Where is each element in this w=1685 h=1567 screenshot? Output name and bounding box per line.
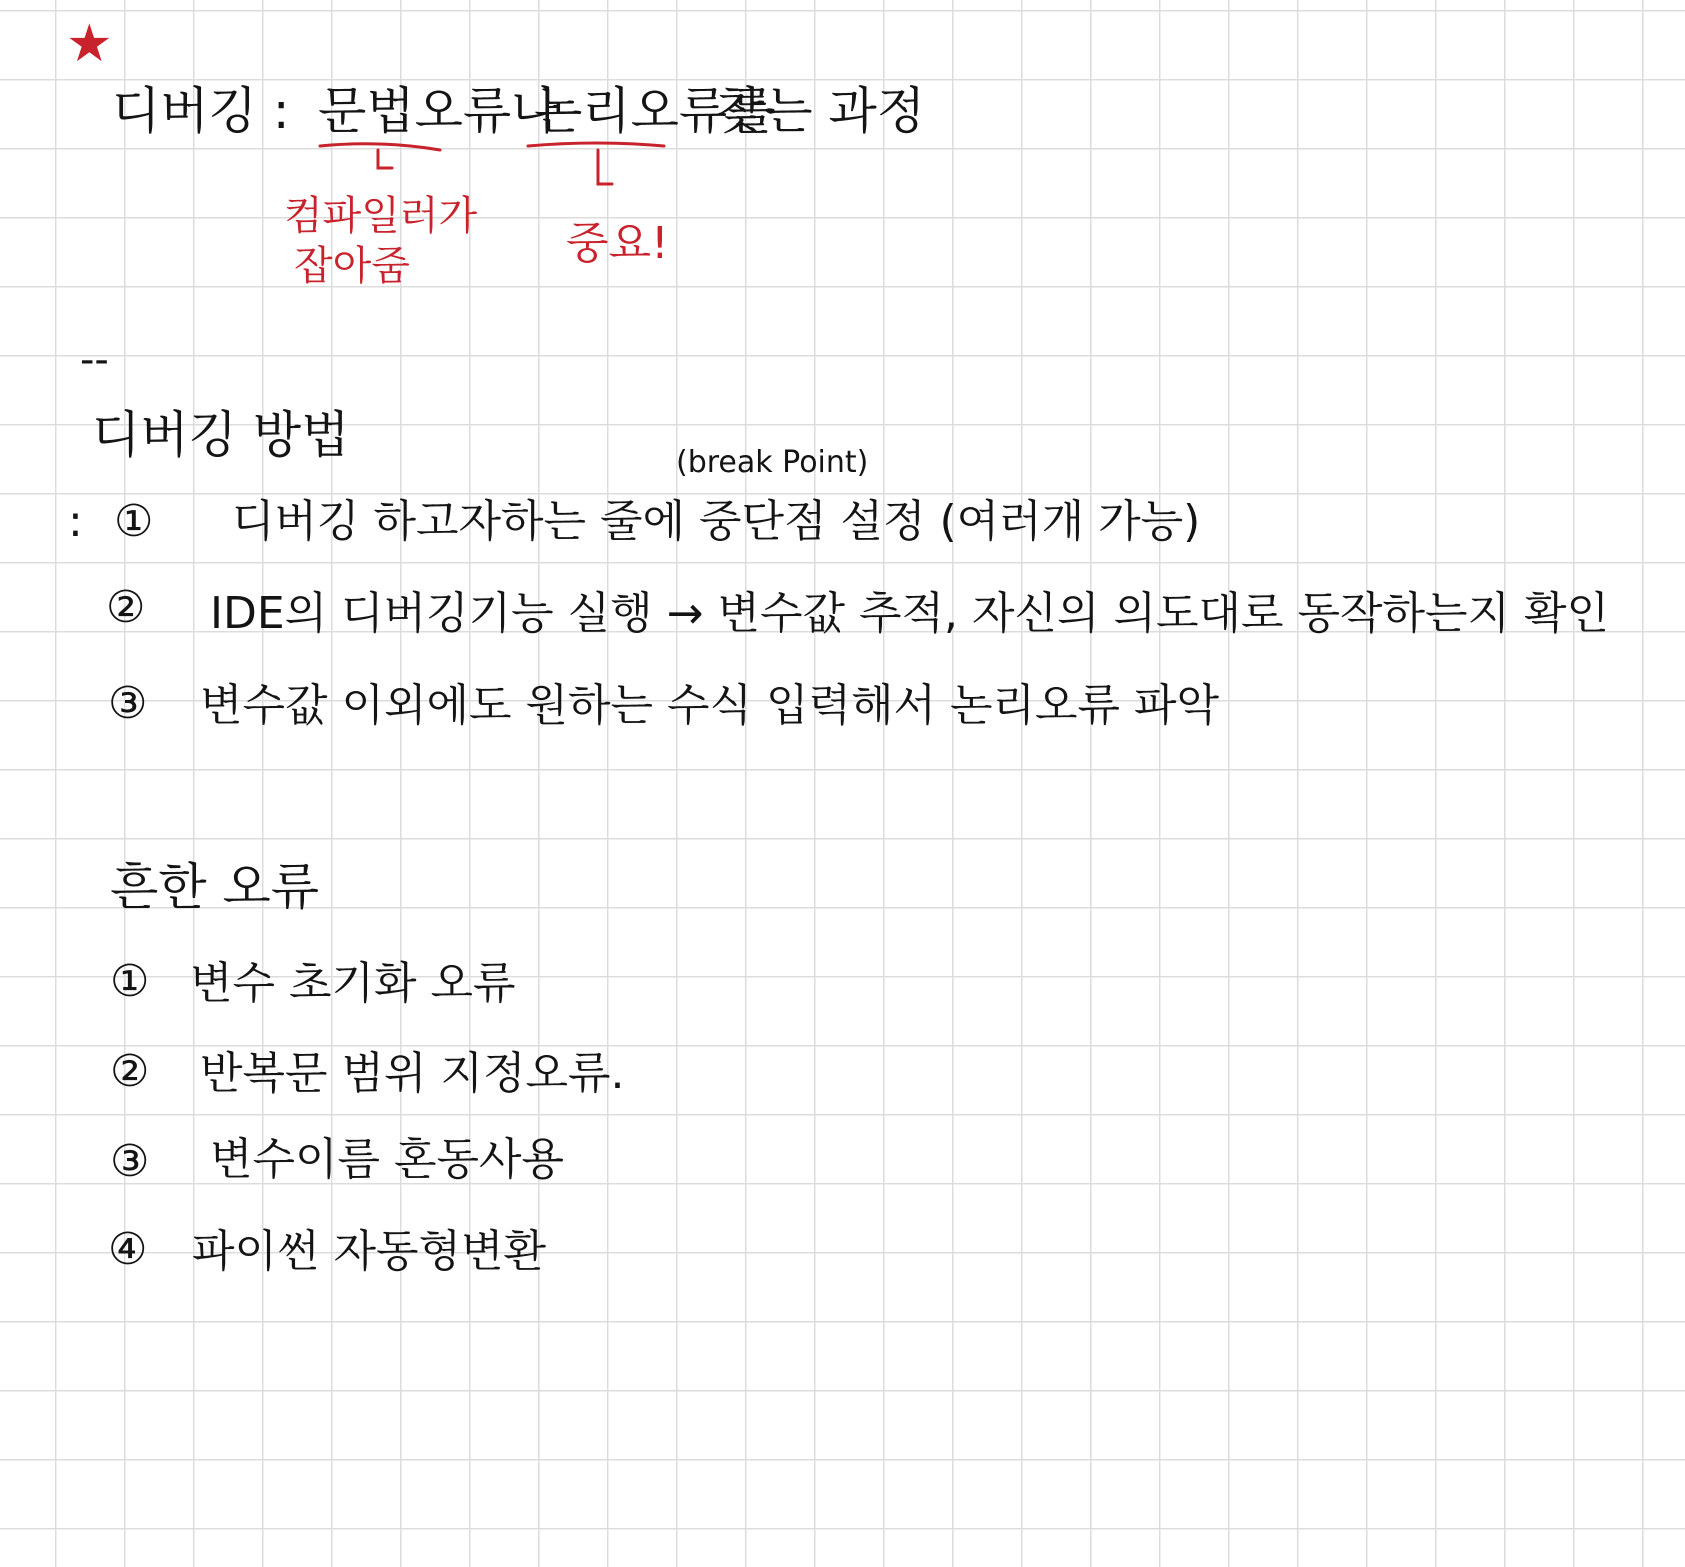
debugging-term: 디버깅 :: [112, 82, 290, 140]
error-2-num: ②: [110, 1046, 150, 1097]
method-3-text: 변수값 이외에도 원하는 수식 입력해서 논리오류 파악: [200, 680, 1220, 731]
methods-title: 디버깅 방법: [92, 406, 350, 464]
logic-bracket: [528, 143, 664, 146]
method-2-num: ②: [106, 582, 146, 633]
method-2-text: IDE의 디버깅기능 실행 → 변수값 추적, 자신의 의도대로 동작하는지 확인: [210, 588, 1609, 639]
error-1-num: ①: [110, 956, 150, 1007]
method-3-num: ③: [108, 678, 148, 729]
logic-note: 중요!: [566, 218, 669, 269]
error-3-text: 변수이름 혼동사용: [210, 1134, 565, 1185]
syntax-note-line2: 잡아줌: [294, 243, 410, 289]
method-1-text: 디버깅 하고자하는 줄에 중단점 설정 (여러개 가능): [232, 496, 1201, 547]
logic-arrow: [598, 150, 612, 184]
star-icon: ★: [66, 14, 113, 74]
syntax-bracket: [320, 144, 440, 150]
break-point-note: (break Point): [676, 445, 869, 480]
methods-colon: :: [68, 496, 83, 547]
method-1-num: ①: [114, 496, 154, 547]
syntax-note-line1: 컴파일러가: [284, 193, 478, 239]
error-3-num: ③: [110, 1136, 150, 1187]
definition-rest: 찾는 과정: [716, 82, 926, 140]
divider-mark: --: [80, 337, 109, 383]
syntax-arrow: [378, 150, 392, 168]
logic-error-word: 논리오류를: [534, 82, 776, 140]
error-4-num: ④: [108, 1224, 148, 1275]
common-errors-title: 흔한 오류: [110, 858, 320, 916]
error-4-text: 파이썬 자동형변환: [192, 1226, 547, 1277]
syntax-error-word: 문법오류나: [318, 82, 560, 140]
error-1-text: 변수 초기화 오류: [190, 958, 516, 1009]
error-2-text: 반복문 범위 지정오류.: [200, 1048, 625, 1099]
